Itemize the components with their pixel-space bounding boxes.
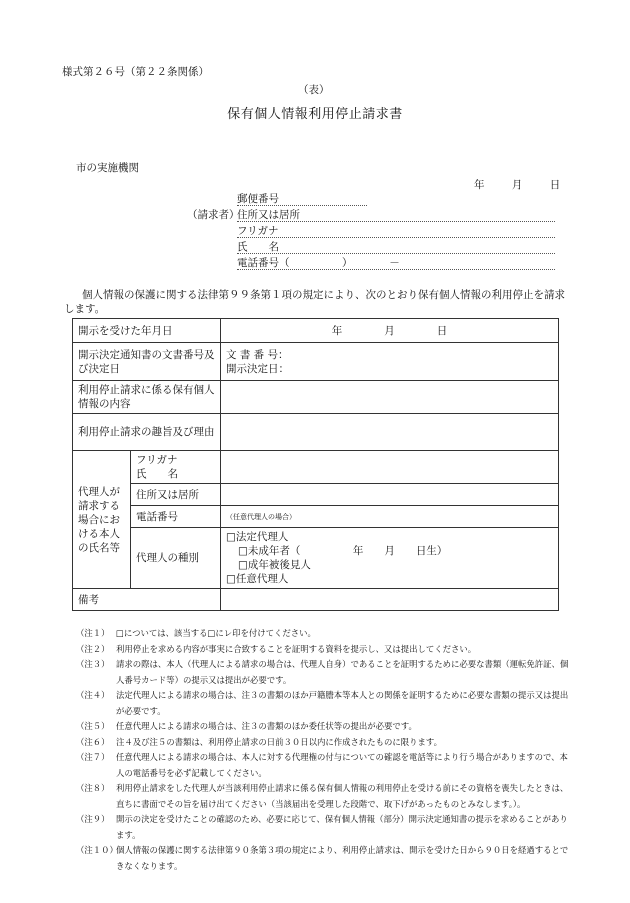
address-label: 住所又は居所 [237, 209, 300, 221]
side-indicator: （表） [298, 84, 330, 96]
agent-type-options[interactable] [221, 528, 559, 589]
content-field[interactable] [221, 381, 559, 414]
form-number: 様式第２６号（第２２条関係） [62, 66, 209, 78]
note-item [76, 843, 576, 874]
note-label: （注５） [76, 721, 110, 731]
content-label: 利用停止請求に係る保有個人情報の内容 [73, 381, 221, 414]
intro-statement: 個人情報の保護に関する法律第９９条第１項の規定により、次のとおり保有個人情報の利用停止を請求します。 [64, 289, 565, 315]
phone-field[interactable] [237, 255, 555, 270]
furigana-field[interactable] [237, 223, 555, 238]
note-text: 法定代理人による請求の場合は、注３の書類のほか戸籍謄本等本人との関係を証明するために必要な書類の提示又は提出が必要です。 [116, 690, 569, 716]
notes-section [76, 626, 576, 874]
notice-doc-number: 文 書 番 号： [226, 348, 289, 361]
disclosure-date-field[interactable]: 年 月 日 [221, 319, 559, 343]
addressee: 市の実施機関 [76, 162, 139, 174]
agent-address-label: 住所又は居所 [131, 484, 221, 506]
name-field[interactable] [237, 239, 555, 254]
agent-phone-field[interactable] [221, 506, 559, 528]
agent-name-label [131, 451, 221, 484]
voluntary-agent-checkbox[interactable]: □任意代理人 [226, 573, 289, 585]
note-label: （注８） [76, 783, 110, 793]
notice-decision-date: 開示決定日： [226, 362, 289, 375]
agent-name-field[interactable] [221, 451, 559, 484]
remarks-label: 備考 [73, 589, 221, 611]
note-label: （注７） [76, 752, 110, 762]
request-date[interactable] [474, 177, 560, 192]
remarks-field[interactable] [221, 589, 559, 611]
adult-ward-checkbox[interactable]: □成年被後見人 [238, 559, 311, 571]
note-label: （注１０） [76, 845, 118, 855]
postal-code-field[interactable] [237, 191, 367, 206]
agent-name-text: 氏 名 [136, 468, 178, 480]
date-day: 日 [549, 179, 561, 191]
note-text: 利用停止を求める内容が事実に合致することを証明する資料を提示し、又は提出してください。 [116, 643, 477, 654]
postal-code-label: 郵便番号 [237, 193, 279, 205]
request-table [72, 318, 559, 611]
note-item [76, 812, 576, 843]
reason-field[interactable] [221, 414, 559, 451]
legal-agent-checkbox[interactable]: □法定代理人 [226, 531, 289, 543]
name-label: 氏 名 [237, 241, 279, 253]
note-label: （注６） [76, 736, 110, 747]
disclosure-date-label: 開示を受けた年月日 [73, 319, 221, 343]
address-field[interactable] [237, 207, 555, 222]
note-item [76, 642, 576, 658]
note-text: 注４及び注５の書類は、利用停止請求の日前３０日以内に作成されたものに限ります。 [116, 736, 442, 747]
note-text: 開示の決定を受けたことの確認のため、必要に応じて、保有個人情報（部分）開示決定通知書の提示を求めることがあります。 [116, 814, 568, 840]
agent-address-field[interactable] [221, 484, 559, 506]
agent-furigana-label: フリガナ [136, 454, 178, 466]
page-title: 保有個人情報利用停止請求書 [227, 107, 403, 122]
date-year: 年 [474, 179, 485, 191]
note-text: 利用停止請求をした代理人が当該利用停止請求に係る保有個人情報の利用停止を受ける前にその資格を喪失したときは、直ちに書面でその旨を届け出てください（当該届出を受理した段階で、取下げがあったものとみなします。）。 [116, 783, 569, 809]
requester-label: （請求者） [187, 209, 240, 221]
agent-type-label: 代理人の種別 [131, 528, 221, 589]
note-label: （注４） [76, 690, 110, 700]
agent-phone-label: 電話番号 [131, 506, 221, 528]
note-text: 任意代理人による請求の場合は、本人に対する代理権の付与についての確認を電話等により行う場合がありますので、本人の電話番号を必ず記載してください。 [116, 752, 568, 778]
note-text: 請求の際は、本人（代理人による請求の場合は、代理人自身）であることを証明するために必要な書類（運転免許証、個人番号カード等）の提示又は提出が必要です。 [116, 659, 569, 685]
agent-group-label: 代理人が請求する場合における本人の氏名等 [73, 451, 131, 589]
note-text: □については、該当する□にレ印を付けてください。 [116, 628, 316, 638]
agent-phone-note: （任意代理人の場合） [226, 513, 296, 521]
note-item [76, 657, 576, 688]
note-text: 任意代理人による請求の場合は、注３の書類のほか委任状等の提出が必要です。 [116, 721, 417, 731]
minor-checkbox[interactable]: □未成年者（ 年 月 日生） [238, 545, 448, 557]
note-text: 個人情報の保護に関する法律第９０条第３項の規定により、利用停止請求は、開示を受けた日から９０日を経過するとできなくなります。 [116, 845, 569, 871]
note-item [76, 719, 576, 735]
phone-label: 電話番号（ ） － [237, 257, 400, 269]
note-item [76, 626, 576, 642]
date-month: 月 [511, 179, 523, 191]
note-item [76, 781, 576, 812]
note-label: （注２） [76, 643, 110, 654]
furigana-label: フリガナ [237, 225, 279, 237]
note-label: （注９） [76, 814, 110, 824]
note-label: （注３） [76, 659, 110, 669]
notice-field[interactable] [221, 343, 559, 381]
notice-label: 開示決定通知書の文書番号及び決定日 [73, 343, 221, 381]
note-item [76, 688, 576, 719]
note-item [76, 735, 576, 751]
note-label: （注１） [76, 628, 110, 638]
note-item [76, 750, 576, 781]
reason-label: 利用停止請求の趣旨及び理由 [73, 414, 221, 451]
